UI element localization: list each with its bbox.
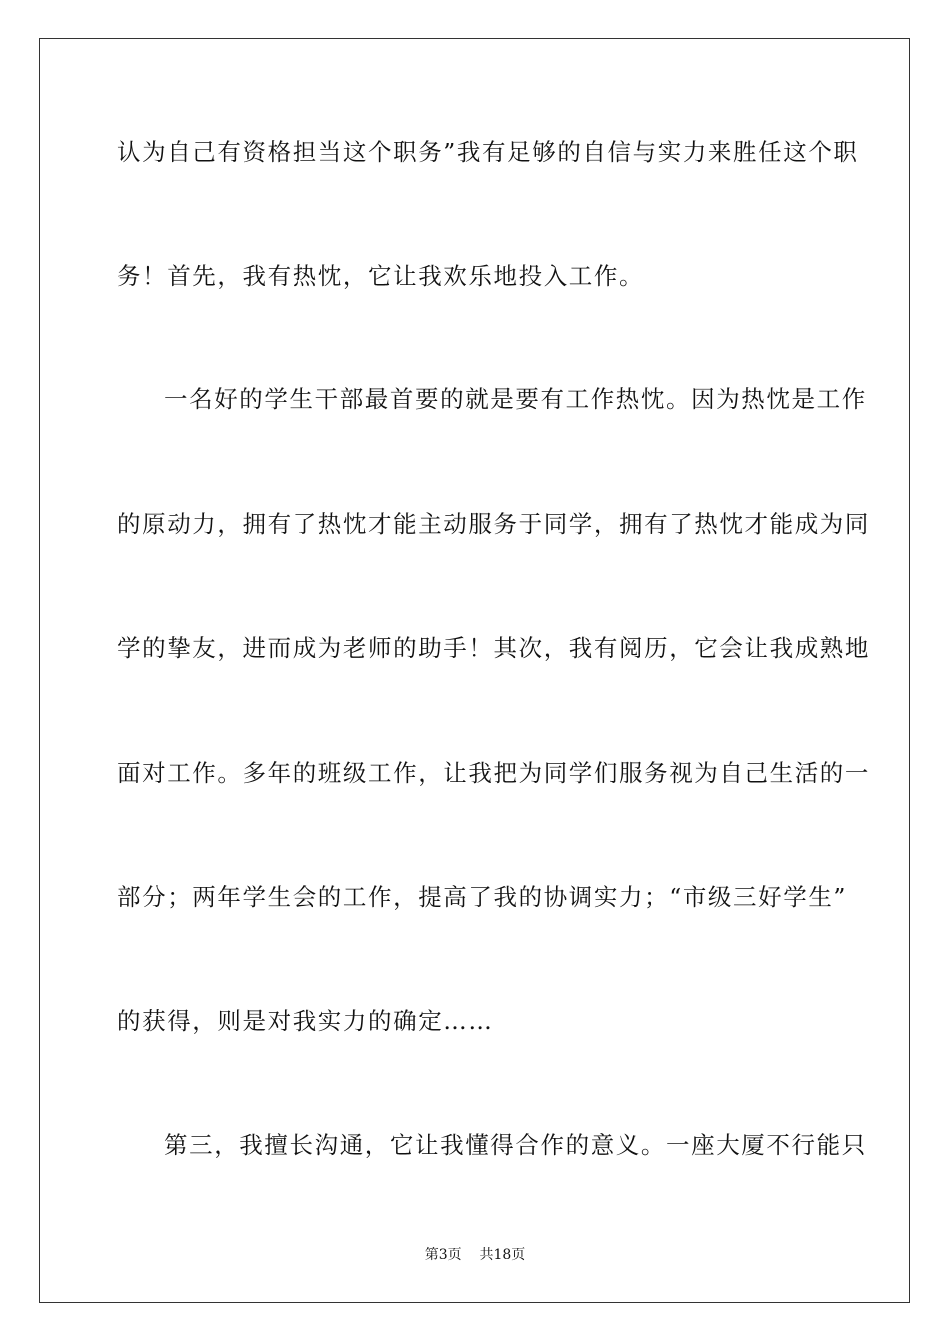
paragraph-line: 的获得，则是对我实力的确定…… [117,1007,494,1035]
paragraph-line-indented: 一名好的学生干部最首要的就是要有工作热忱。因为热忱是工作 [164,385,867,413]
page-total: 共18页 [479,1247,526,1263]
page-border [39,38,910,1303]
paragraph-line: 务！首先，我有热忱，它让我欢乐地投入工作。 [117,262,645,290]
paragraph-line: 面对工作。多年的班级工作，让我把为同学们服务视为自己生活的一 [117,759,870,787]
page-number: 第3页 [424,1247,462,1263]
page-footer [0,1246,950,1264]
paragraph-line: 认为自己有资格担当这个职务”我有足够的自信与实力来胜任这个职 [117,138,859,166]
paragraph-line: 部分；两年学生会的工作，提高了我的协调实力；“市级三好学生” [117,883,848,911]
paragraph-line: 学的挚友，进而成为老师的助手！其次，我有阅历，它会让我成熟地 [117,634,870,662]
paragraph-line-indented: 第三，我擅长沟通，它让我懂得合作的意义。一座大厦不行能只 [164,1131,867,1159]
paragraph-line: 的原动力，拥有了热忱才能主动服务于同学，拥有了热忱才能成为同 [117,510,870,538]
